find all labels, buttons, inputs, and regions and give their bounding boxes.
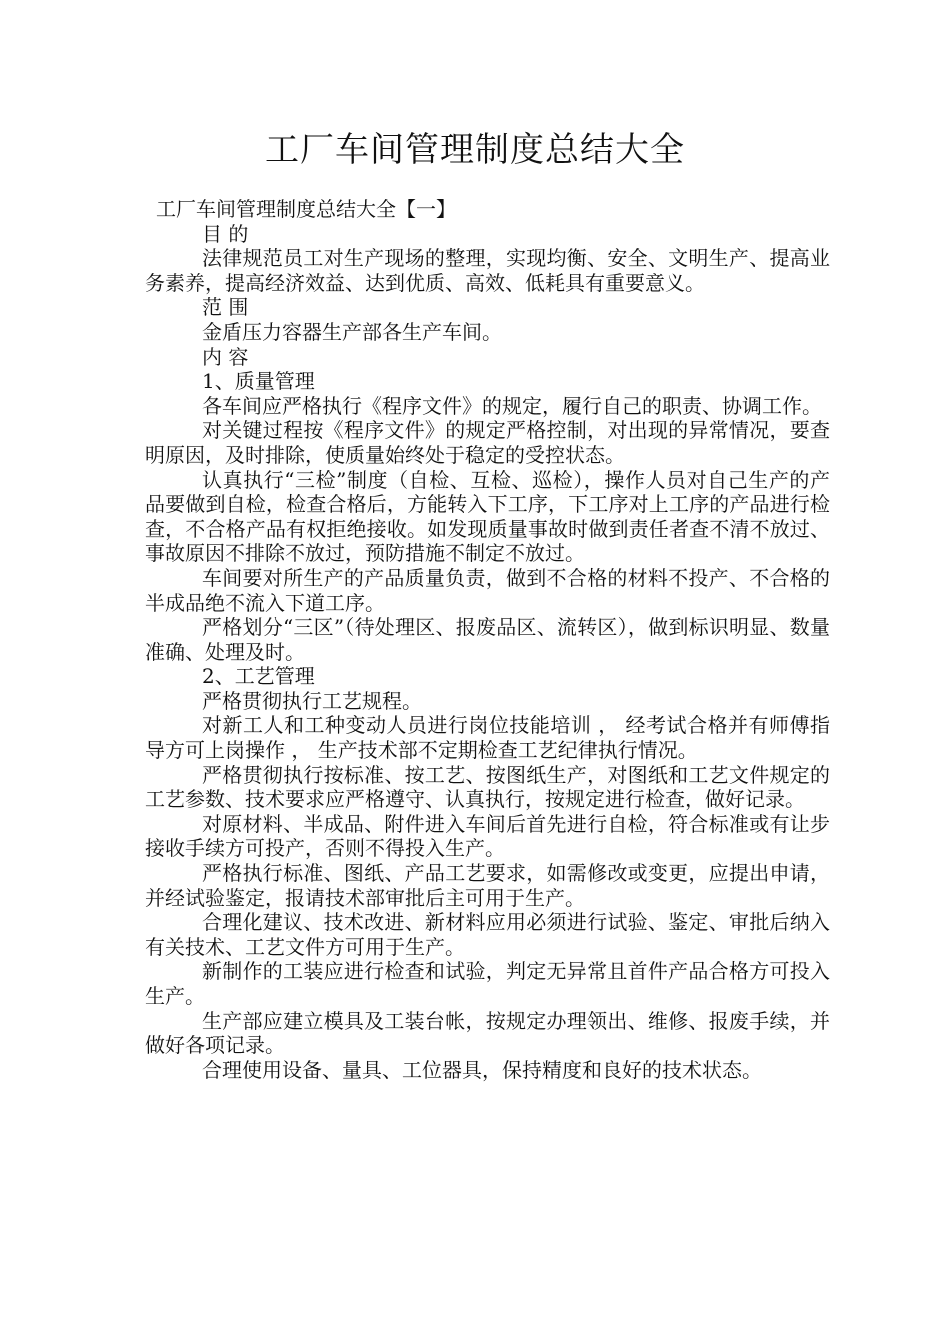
paragraph-purpose: 法律规范员工对生产现场的整理，实现均衡、安全、文明生产、提高业务素养，提高经济效益、达到优质、高效、低耗具有重要意义。 <box>145 246 830 295</box>
paragraph-scope-heading: 范 围 <box>202 295 249 320</box>
paragraph-scope: 金盾压力容器生产部各生产车间。 <box>202 319 502 344</box>
paragraph: 严格贯彻执行按标准、按工艺、按图纸生产，对图纸和工艺文件规定的工艺参数、技术要求应严格遵守、认真执行，按规定进行检查，做好记录。 <box>145 762 830 812</box>
paragraph: 对关键过程按《程序文件》的规定严格控制，对出现的异常情况，要查明原因，及时排除，使质量始终处于稳定的受控状态。 <box>145 418 830 467</box>
paragraph: 车间要对所生产的产品质量负责，做到不合格的材料不投产、不合格的半成品绝不流入下道工序。 <box>145 565 830 615</box>
paragraph-quality-heading: 1、质量管理 <box>202 369 315 394</box>
paragraph-purpose-heading: 目 的 <box>202 221 249 246</box>
paragraph-process-heading: 2、工艺管理 <box>202 664 315 689</box>
paragraph: 认真执行“三检”制度（自检、互检、巡检），操作人员对自己生产的产品要做到自检，检查合格后，方能转入下工序，下工序对上工序的产品进行检查，不合格产品有权拒绝接收。如发现质量事故时做到责任者查不清不放过、事故原因不排除不放过，预防措施不制定不放过。 <box>145 467 830 566</box>
paragraph: 生产部应建立模具及工装台帐，按规定办理领出、维修、报废手续，并做好各项记录。 <box>145 1008 830 1058</box>
paragraph: 合理使用设备、量具、工位器具，保持精度和良好的技术状态。 <box>202 1057 762 1082</box>
paragraph: 对新工人和工种变动人员进行岗位技能培训 ， 经考试合格并有师傅指导方可上岗操作 ， 生产技术部不定期检查工艺纪律执行情况。 <box>145 713 830 763</box>
paragraph: 合理化建议、技术改进、新材料应用必须进行试验、鉴定、审批后纳入有关技术、工艺文件方可用于生产。 <box>145 910 830 959</box>
document-title: 工厂车间管理制度总结大全 <box>265 130 685 170</box>
paragraph: 新制作的工装应进行检查和试验，判定无异常且首件产品合格方可投入生产。 <box>145 959 830 1008</box>
paragraph: 严格划分“三区”（待处理区、报废品区、流转区），做到标识明显、数量准确、处理及时。 <box>145 615 830 664</box>
paragraph: 对原材料、半成品、附件进入车间后首先进行自检，符合标准或有让步接收手续方可投产，否则不得投入生产。 <box>145 811 830 861</box>
paragraph-content-heading: 内 容 <box>202 344 249 369</box>
document-body <box>145 197 830 1082</box>
paragraph: 各车间应严格执行《程序文件》的规定，履行自己的职责、协调工作。 <box>202 393 822 418</box>
paragraph: 严格贯彻执行工艺规程。 <box>202 688 422 713</box>
section-heading: 工厂车间管理制度总结大全【一】 <box>156 197 456 221</box>
paragraph: 严格执行标准、图纸、产品工艺要求，如需修改或变更，应提出申请，并经试验鉴定，报请技术部审批后主可用于生产。 <box>145 861 830 910</box>
